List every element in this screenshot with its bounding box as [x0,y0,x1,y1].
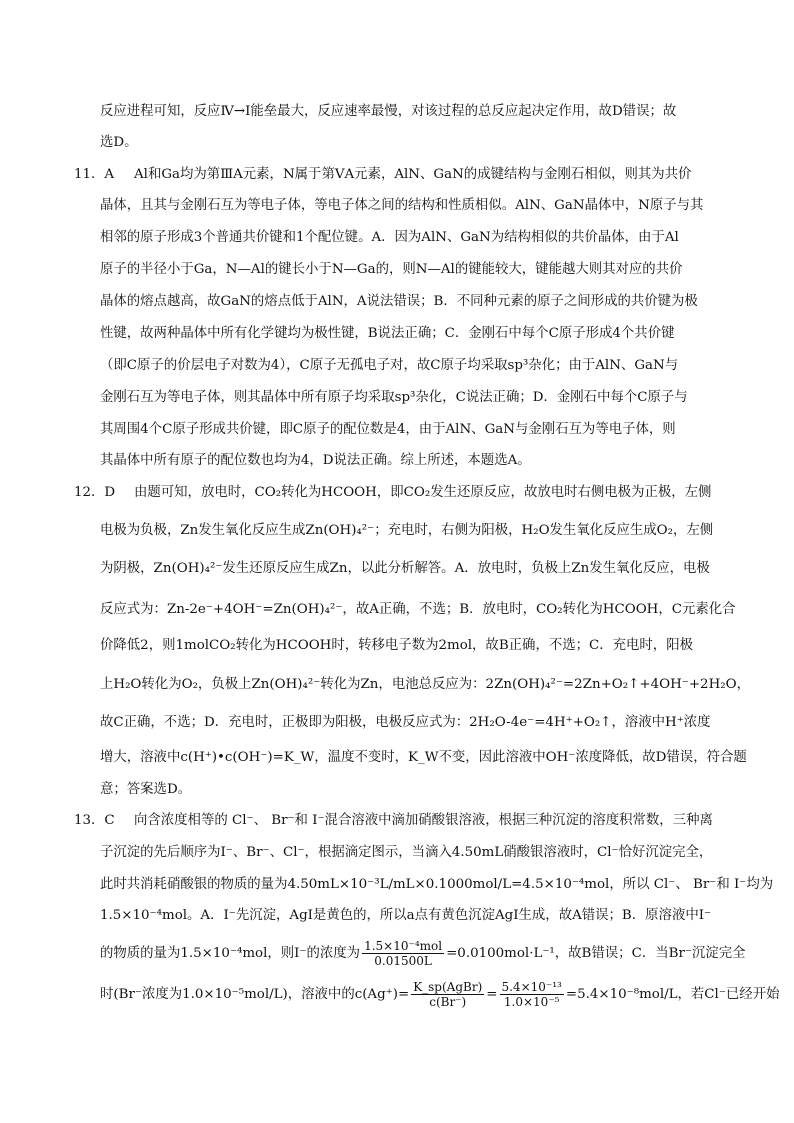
text-line: 故C正确，不选；D．充电时，正极即为阳极，电极反应式为：2H₂O-4e⁻=4H⁺+O₂↑，溶液中H⁺浓度 [100,715,711,730]
text-line: 由题可知，放电时，CO₂转化为HCOOH，即CO₂发生还原反应，故放电时右侧电极为正极，左侧 [134,485,712,500]
text-line: 电极为负极，Zn发生氧化反应生成Zn(OH)₄²⁻；充电时，右侧为阳极，H₂O发生氧化反应生成O₂，左侧 [100,523,714,538]
text-segment: 的物质的量为1.5×10⁻⁴mol，则I⁻的浓度为 [100,946,361,961]
text-line: 选D。 [100,135,138,150]
text-line: 反应进程可知，反应Ⅳ→Ⅰ能垒最大，反应速率最慢，对该过程的总反应起决定作用，故D错误；故 [100,104,677,119]
fraction-numerator: K_sp(AgBr) [413,980,483,994]
fraction-denominator: 0.01500L [374,954,432,968]
text-line: 性键，故两种晶体中所有化学键均为极性键，B说法正确；C．金刚石中每个C原子形成4个共价键 [100,326,675,341]
text-line: 晶体的熔点越高，故GaN的熔点低于AlN，A说法错误；B．不同种元素的原子之间形成的共价键为极 [100,294,698,309]
question-11-line [74,166,691,184]
text-line: 价降低2，则1molCO₂转化为HCOOH时，转移电子数为2mol，故B正确，不选；C．充电时，阳极 [100,638,693,653]
question-number: 11．A [74,167,115,182]
text-segment: =5.4×10⁻⁸mol/L，若Cl⁻已经开始 [565,987,780,1002]
text-line: 晶体，且其与金刚石互为等电子体，等电子体之间的结构和性质相似。AlN、GaN晶体中，N原子与其 [100,198,704,213]
question-number: 13．C [74,813,115,828]
text-line-with-fraction: 时(Br⁻浓度为1.0×10⁻⁵mol/L)，溶液中的c(Ag⁺)= $\frac{\text{K\_sp(AgBr)}}{c(Br^-)}$ = $\frac{\text{5.4×10⁻¹³}}{\text{1.0×10⁻⁵}}$ =5.4×10⁻⁸mol/L，若Cl⁻已经开始 [100,980,780,1009]
text-line: Al和Ga均为第ⅢA元素，N属于第ⅤA元素，AlN、GaN的成键结构与金刚石相似，则其为共价 [134,167,692,182]
question-13-line [74,812,713,830]
text-line-with-fraction [100,939,745,973]
text-line: 金刚石互为等电子体，则其晶体中所有原子均采取sp³杂化，C说法正确；D．金刚石中每个C原子与 [100,390,688,405]
text-segment: =0.0100mol·L⁻¹，故B错误；C．当Br⁻沉淀完全 [446,946,746,961]
text-line: 其周围4个C原子形成共价键，即C原子的配位数是4，由于AlN、GaN与金刚石互为等电子体，则 [100,422,676,437]
ksp-fraction [411,980,484,1009]
text-line: 此时共消耗硝酸银的物质的量为4.50mL×10⁻³L/mL×0.1000mol/L=4.5×10⁻⁴mol，所以 Cl⁻、 Br⁻和 I⁻均为 [100,877,774,892]
fraction-numerator: 5.4×10⁻¹³ [501,980,562,994]
value-fraction [500,980,564,1009]
text-line: 增大，溶液中c(H⁺)•c(OH⁻)=K_W，温度不变时，K_W不变，因此溶液中OH⁻浓度降低，故D错误，符合题 [100,750,747,765]
text-line: 原子的半径小于Ga，N—Al的键长小于N—Ga的，则N—Al的键能较大，键能越大则其对应的共价 [100,262,683,277]
text-line: 向含浓度相等的 Cl⁻、 Br⁻和 I⁻混合溶液中滴加硝酸银溶液，根据三种沉淀的溶度积常数，三种离 [134,813,713,828]
fraction-denominator: 1.0×10⁻⁵ [503,995,560,1009]
question-number: 12．D [74,485,116,500]
text-line: 子沉淀的先后顺序为I⁻、Br⁻、Cl⁻，根据滴定图示，当滴入4.50mL硝酸银溶液时，Cl⁻恰好沉淀完全， [100,845,713,860]
concentration-fraction [362,939,444,968]
text-line: 意；答案选D。 [100,782,192,797]
text-line: 为阴极，Zn(OH)₄²⁻发生还原反应生成Zn，以此分析解答。A．放电时，负极上Zn发生氧化反应，电极 [100,561,710,576]
text-line: 上H₂O转化为O₂，负极上Zn(OH)₄²⁻转化为Zn，电池总反应为：2Zn(OH)₄²⁻=2Zn+O₂↑+4OH⁻+2H₂O， [100,677,750,692]
fraction-numerator: 1.5×10⁻⁴mol [364,939,443,953]
fraction-denominator: c(Br⁻) [429,995,467,1009]
text-line: 其晶体中所有原子的配位数也均为4，D说法正确。综上所述，本题选A。 [100,453,531,468]
text-line: （即C原子的价层电子对数为4），C原子无孤电子对，故C原子均采取sp³杂化；由于AlN、GaN与 [100,358,679,373]
text-line: 相邻的原子形成3个普通共价键和1个配位键。A．因为AlN、GaN为结构相似的共价晶体，由于Al [100,230,679,245]
text-line: 反应式为：Zn-2e⁻+4OH⁻=Zn(OH)₄²⁻，故A正确，不选；B．放电时，CO₂转化为HCOOH，C元素化合 [100,602,736,617]
question-12-line [74,484,711,502]
text-segment: 时(Br⁻浓度为1.0×10⁻⁵mol/L)，溶液中的c(Ag⁺)= [100,987,410,1002]
text-line: 1.5×10⁻⁴mol。A．I⁻先沉淀，AgI是黄色的，所以a点有黄色沉淀AgI生成，故A错误；B．原溶液中I⁻ [100,908,712,923]
